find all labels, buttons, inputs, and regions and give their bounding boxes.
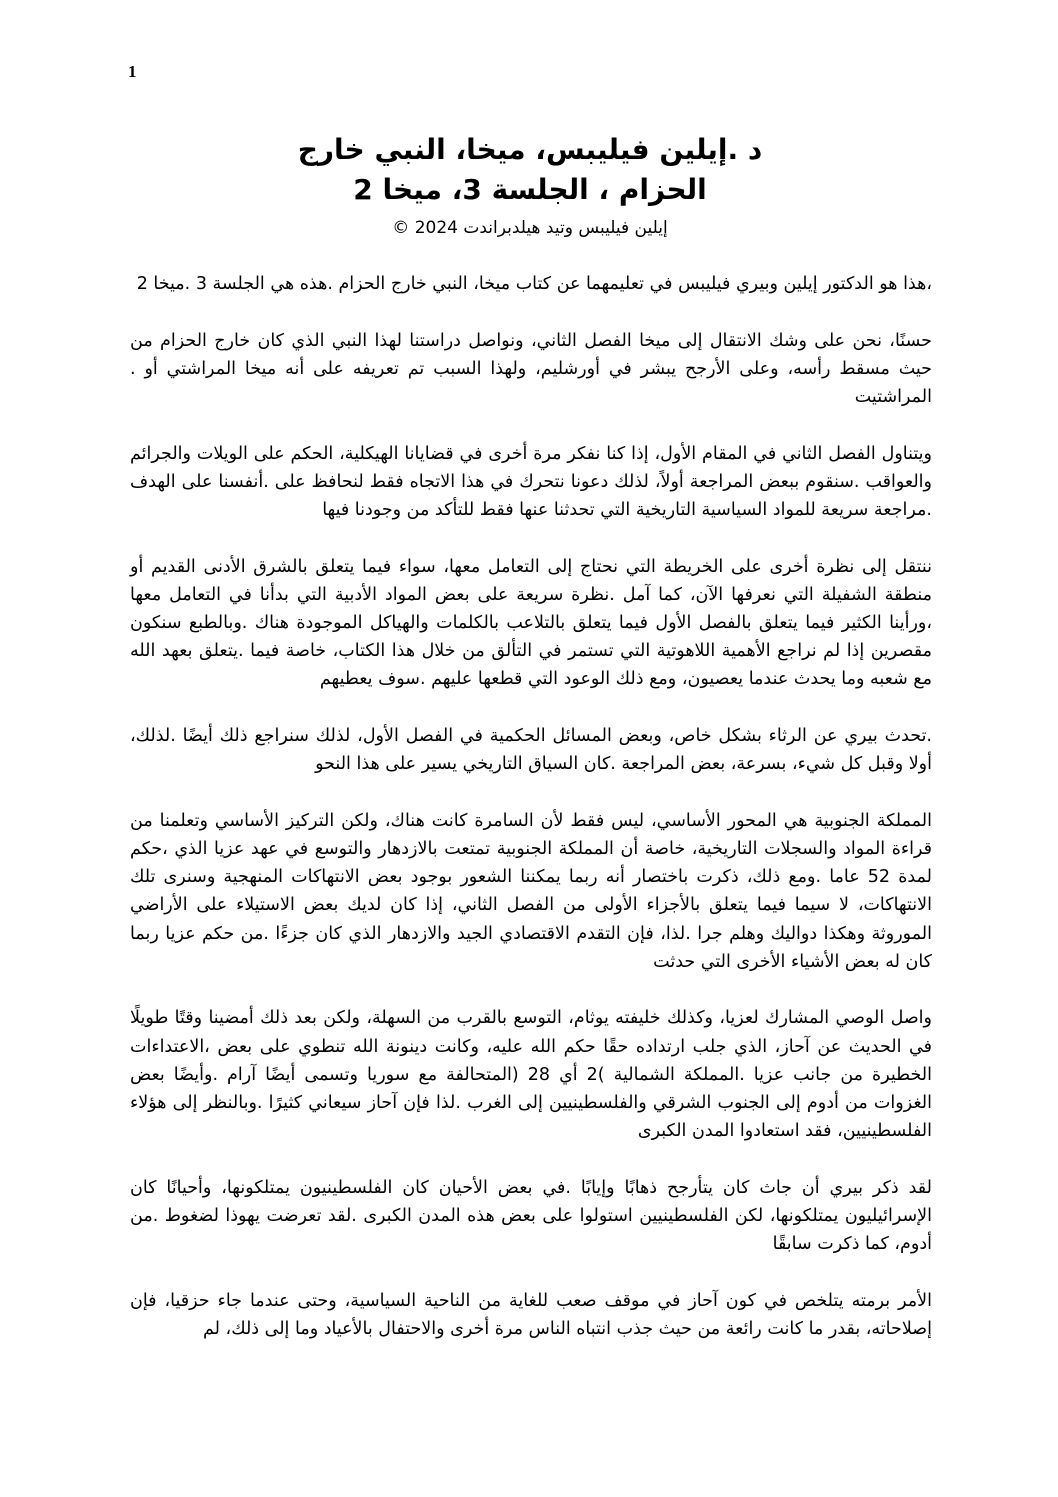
paragraph-2: حسنًا، نحن على وشك الانتقال إلى ميخا الفصل الثاني، ونواصل دراستنا لهذا النبي الذي كان خارج الحزام من حيث مسقط رأسه، وعلى الأرجح يبشر في أورشليم، ولهذا السبب تم تعريفه على أنه ميخا المراشتي أو . المراشتيت [130,330,932,407]
paragraph-5: .تحدث بيري عن الرثاء بشكل خاص، وبعض المسائل الحكمية في الفصل الأول، لذلك سنراجع ذلك أيضًا .لذلك، أولا وقبل كل شيء، بسرعة، بعض المراجعة .كان السياق التاريخي يسير على هذا النحو [130,726,932,775]
paragraph-8: لقد ذكر بيري أن جاث كان يتأرجح ذهابًا وإيابًا .في بعض الأحيان كان الفلسطينيون يمتلكونها، وأحيانًا كان الإسرائيليون يمتلكونها، لكن الفلسطينيين استولوا على بعض هذه المدن الكبرى .لقد تعرضت يهوذا لضغوط .من أدوم، كما ذكرت سابقًا [130,1177,932,1255]
copyright-line: إيلين فيليبس وتيد هيلدبراندت 2024 © [392,218,668,238]
paragraph-9: الأمر برمته يتلخص في كون آحاز في موقف صعب للغاية من الناحية السياسية، وحتى عندما جاء حزقيا، فإن إصلاحاته، بقدر ما كانت رائعة من حيث جذب انتباه الناس مرة أخرى والاحتفال بالأعياد وما إلى ذلك، لم [130,1290,932,1340]
document-body [130,270,932,1372]
document-header [130,130,930,242]
title-line-2: الحزام ، الجلسة 3، ميخا 2 [353,173,707,206]
paragraph-6: المملكة الجنوبية هي المحور الأساسي، ليس فقط لأن السامرة كانت هناك، ولكن التركيز الأساسي وتعلمنا من قراءة المواد والسجلات التاريخية، خاصة أن المملكة الجنوبية تمتعت بالازدهار والتوسع في عهد عزيا الذي ،حكم لمدة 52 عاما .ومع ذلك، ذكرت باختصار أنه ربما يمكننا الشعور بوجود بعض الانتهاكات المنهجية وسنرى تلك الانتهاكات، لا سيما فيما يتعلق بالأجزاء الأولى من الفصل الثاني، إذا كان لديك بعض الاستيلاء على الأراضي الموروثة وهكذا دواليك وهلم جرا .لذا، فإن التقدم الاقتصادي الجيد والازدهار الذي كان جزءًا .من حكم عزيا ربما كان له بعض الأشياء الأخرى التي حدثت [130,810,933,972]
paragraph-7: واصل الوصي المشارك لعزيا، وكذلك خليفته يوثام، التوسع بالقرب من السهلة، ولكن بعد ذلك أمضينا وقتًا طويلًا في الحديث عن آحاز، الذي جلب ارتداده حقًا حكم الله عليه، وكانت دينونة الله تنطوي على بعض ،الاعتداءات الخطيرة من جانب عزيا .المملكة الشمالية )2 أي 28 (المتحالفة مع سوريا وتسمى أيضًا آرام .وأيضًا بعض الغزوات من أدوم إلى الجنوب الشرقي والفلسطينيين إلى الغرب .لذا فإن آحاز سيعاني كثيرًا .وبالنظر إلى هؤلاء الفلسطينيين، فقد استعادوا المدن الكبرى [130,1008,933,1142]
title-line-1: د .إيلين فيليبس، ميخا، النبي خارج [297,133,763,166]
paragraph-3: ويتناول الفصل الثاني في المقام الأول، إذا كنا نفكر مرة أخرى في قضايانا الهيكلية، الحكم على الويلات والجرائم والعواقب .سنقوم ببعض المراجعة أولاً، لذلك دعونا نتحرك في هذا الاتجاه فقط لنحافظ على .أنفسنا على الهدف .مراجعة سريعة للمواد السياسية التاريخية التي تحدثنا عنها فقط للتأكد من وجودنا فيها [130,443,932,520]
paragraph-1: ،هذا هو الدكتور إيلين وبيري فيليبس في تعليمهما عن كتاب ميخا، النبي خارج الحزام .هذه هي الجلسة 3 .ميخا 2 [136,274,932,294]
page-number: 1 [128,62,137,81]
paragraph-4: ننتقل إلى نظرة أخرى على الخريطة التي نحتاج إلى التعامل معها، سواء فيما يتعلق بالشرق الأدنى القديم أو منطقة الشفيلة التي نعرفها الآن، كما آمل .نظرة سريعة على بعض المواد الأدبية التي بدأنا في التعامل معها ،ورأينا الكثير فيما يتعلق بالفصل الأول فيما يتعلق بالتلاعب بالكلمات والهياكل الموجودة هناك .وبالطبع سنكون مقصرين إذا لم نراجع الأهمية اللاهوتية التي تستمر في التألق من خلال هذا الكتاب، خاصة فيما .يتعلق بعهد الله مع شعبه وما يحدث عندما يعصيون، ومع ذلك الوعود التي قطعها عليهم .سوف يعطيهم [130,556,932,690]
